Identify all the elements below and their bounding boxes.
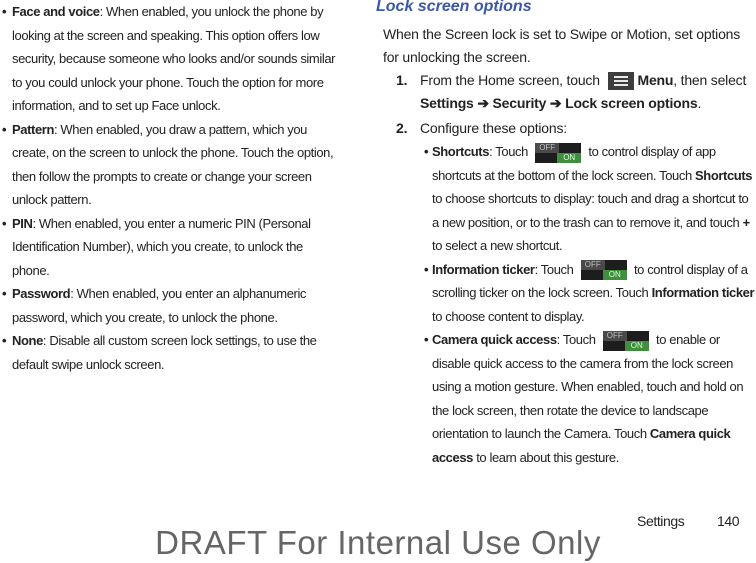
step-1 [376,69,756,115]
list-item-pattern [2,118,338,212]
list-item-face-voice [2,0,338,118]
option-text: to choose shortcuts to display: touch and drag a shortcut to a new position, or to the trash can to remove it, and touch [432,191,749,230]
option-term: Camera quick access [432,426,731,465]
toggle-on-label: ON [557,153,581,163]
bullet: • [2,121,7,137]
item-text: : When enabled, you draw a pattern, which you create, on the screen to unlock the phone. Touch the option, then follow the prompts to create or change your screen unlock pattern. [12,121,334,207]
bullet: • [424,332,429,347]
bullet: • [424,144,429,159]
bullet: • [2,333,7,348]
settings-path: Settings ➔ Security ➔ Lock screen options [420,95,698,111]
right-column [376,0,756,469]
draft-watermark: DRAFT For Internal Use Only [155,524,601,561]
off-on-toggle-icon [581,260,627,280]
option-term: Shortcuts [432,144,490,159]
item-term: Pattern [12,121,54,137]
toggle-on-label: ON [625,341,649,351]
option-text: : Touch [556,332,596,347]
toggle-off-label: OFF [581,260,605,270]
intro-paragraph: When the Screen lock is set to Swipe or Motion, set options for unlocking the screen. [383,26,741,65]
list-item-none [2,329,338,376]
step-text: Configure these options: [420,120,567,136]
item-text: : Disable all custom screen lock settings, to use the default swipe unlock screen. [12,333,317,372]
option-camera-quick-access [376,328,756,469]
off-on-toggle-icon [603,331,649,351]
step-text: , then select [673,72,747,88]
toggle-off-label: OFF [603,331,627,341]
item-text: : When enabled, you enter a numeric PIN (Personal Identification Number), which you create, to unlock the phone. [12,215,311,278]
toggle-on-label: ON [603,270,627,280]
section-title: Lock screen options [376,0,532,15]
menu-label: Menu [637,72,674,88]
bullet: • [2,286,7,301]
option-shortcuts [376,140,756,258]
page-number: 140 [717,513,740,529]
left-column [2,0,338,376]
option-information-ticker [376,258,756,329]
item-term: Password [12,286,71,301]
option-term: Shortcuts [695,167,753,183]
bullet: • [2,215,7,231]
off-on-toggle-icon [535,143,581,163]
bullet: • [2,4,7,19]
menu-icon [608,72,634,90]
list-item-pin [2,212,338,283]
item-term: None [12,333,43,348]
option-text: to learn about this gesture. [476,449,619,465]
item-term: PIN [12,215,33,231]
list-item-password [2,282,338,329]
plus-icon: + [742,214,750,230]
step-text: From the Home screen, touch [420,72,600,88]
option-text: : Touch [489,144,528,159]
option-term: Information ticker [432,261,535,277]
bullet: • [424,261,429,277]
footer-section-name: Settings [637,513,685,529]
option-term: Camera quick access [432,332,557,347]
item-text: : When enabled, you unlock the phone by looking at the screen and speaking. This option offers low security, because someone who looks and/or sounds similar to you could unlock your phone. Touch the option for more information, and to set up Face unlock. [12,4,336,113]
option-text: to enable or disable quick access to the camera from the lock screen using a motion gesture. When enabled, touch and hold on the lock screen, then rotate the device to landscape orientation to launch the Camera. Touch [432,332,744,441]
option-text: to control display of app shortcuts at the bottom of the lock screen. Touch [432,144,716,183]
option-term: Information ticker [651,285,755,300]
step-number: 1. [396,72,408,88]
step-number: 2. [396,120,408,136]
step-2 [376,117,756,140]
option-text: to choose content to display. [432,308,585,324]
item-term: Face and voice [12,4,100,19]
toggle-off-label: OFF [535,143,559,153]
item-text: : When enabled, you enter an alphanumeric password, which you create, to unlock the phone. [12,286,307,325]
option-text: : Touch [534,261,574,277]
option-text: to select a new shortcut. [432,238,563,253]
step-end: . [697,95,702,111]
option-text: to control display of a scrolling ticker on the lock screen. Touch [432,261,748,300]
